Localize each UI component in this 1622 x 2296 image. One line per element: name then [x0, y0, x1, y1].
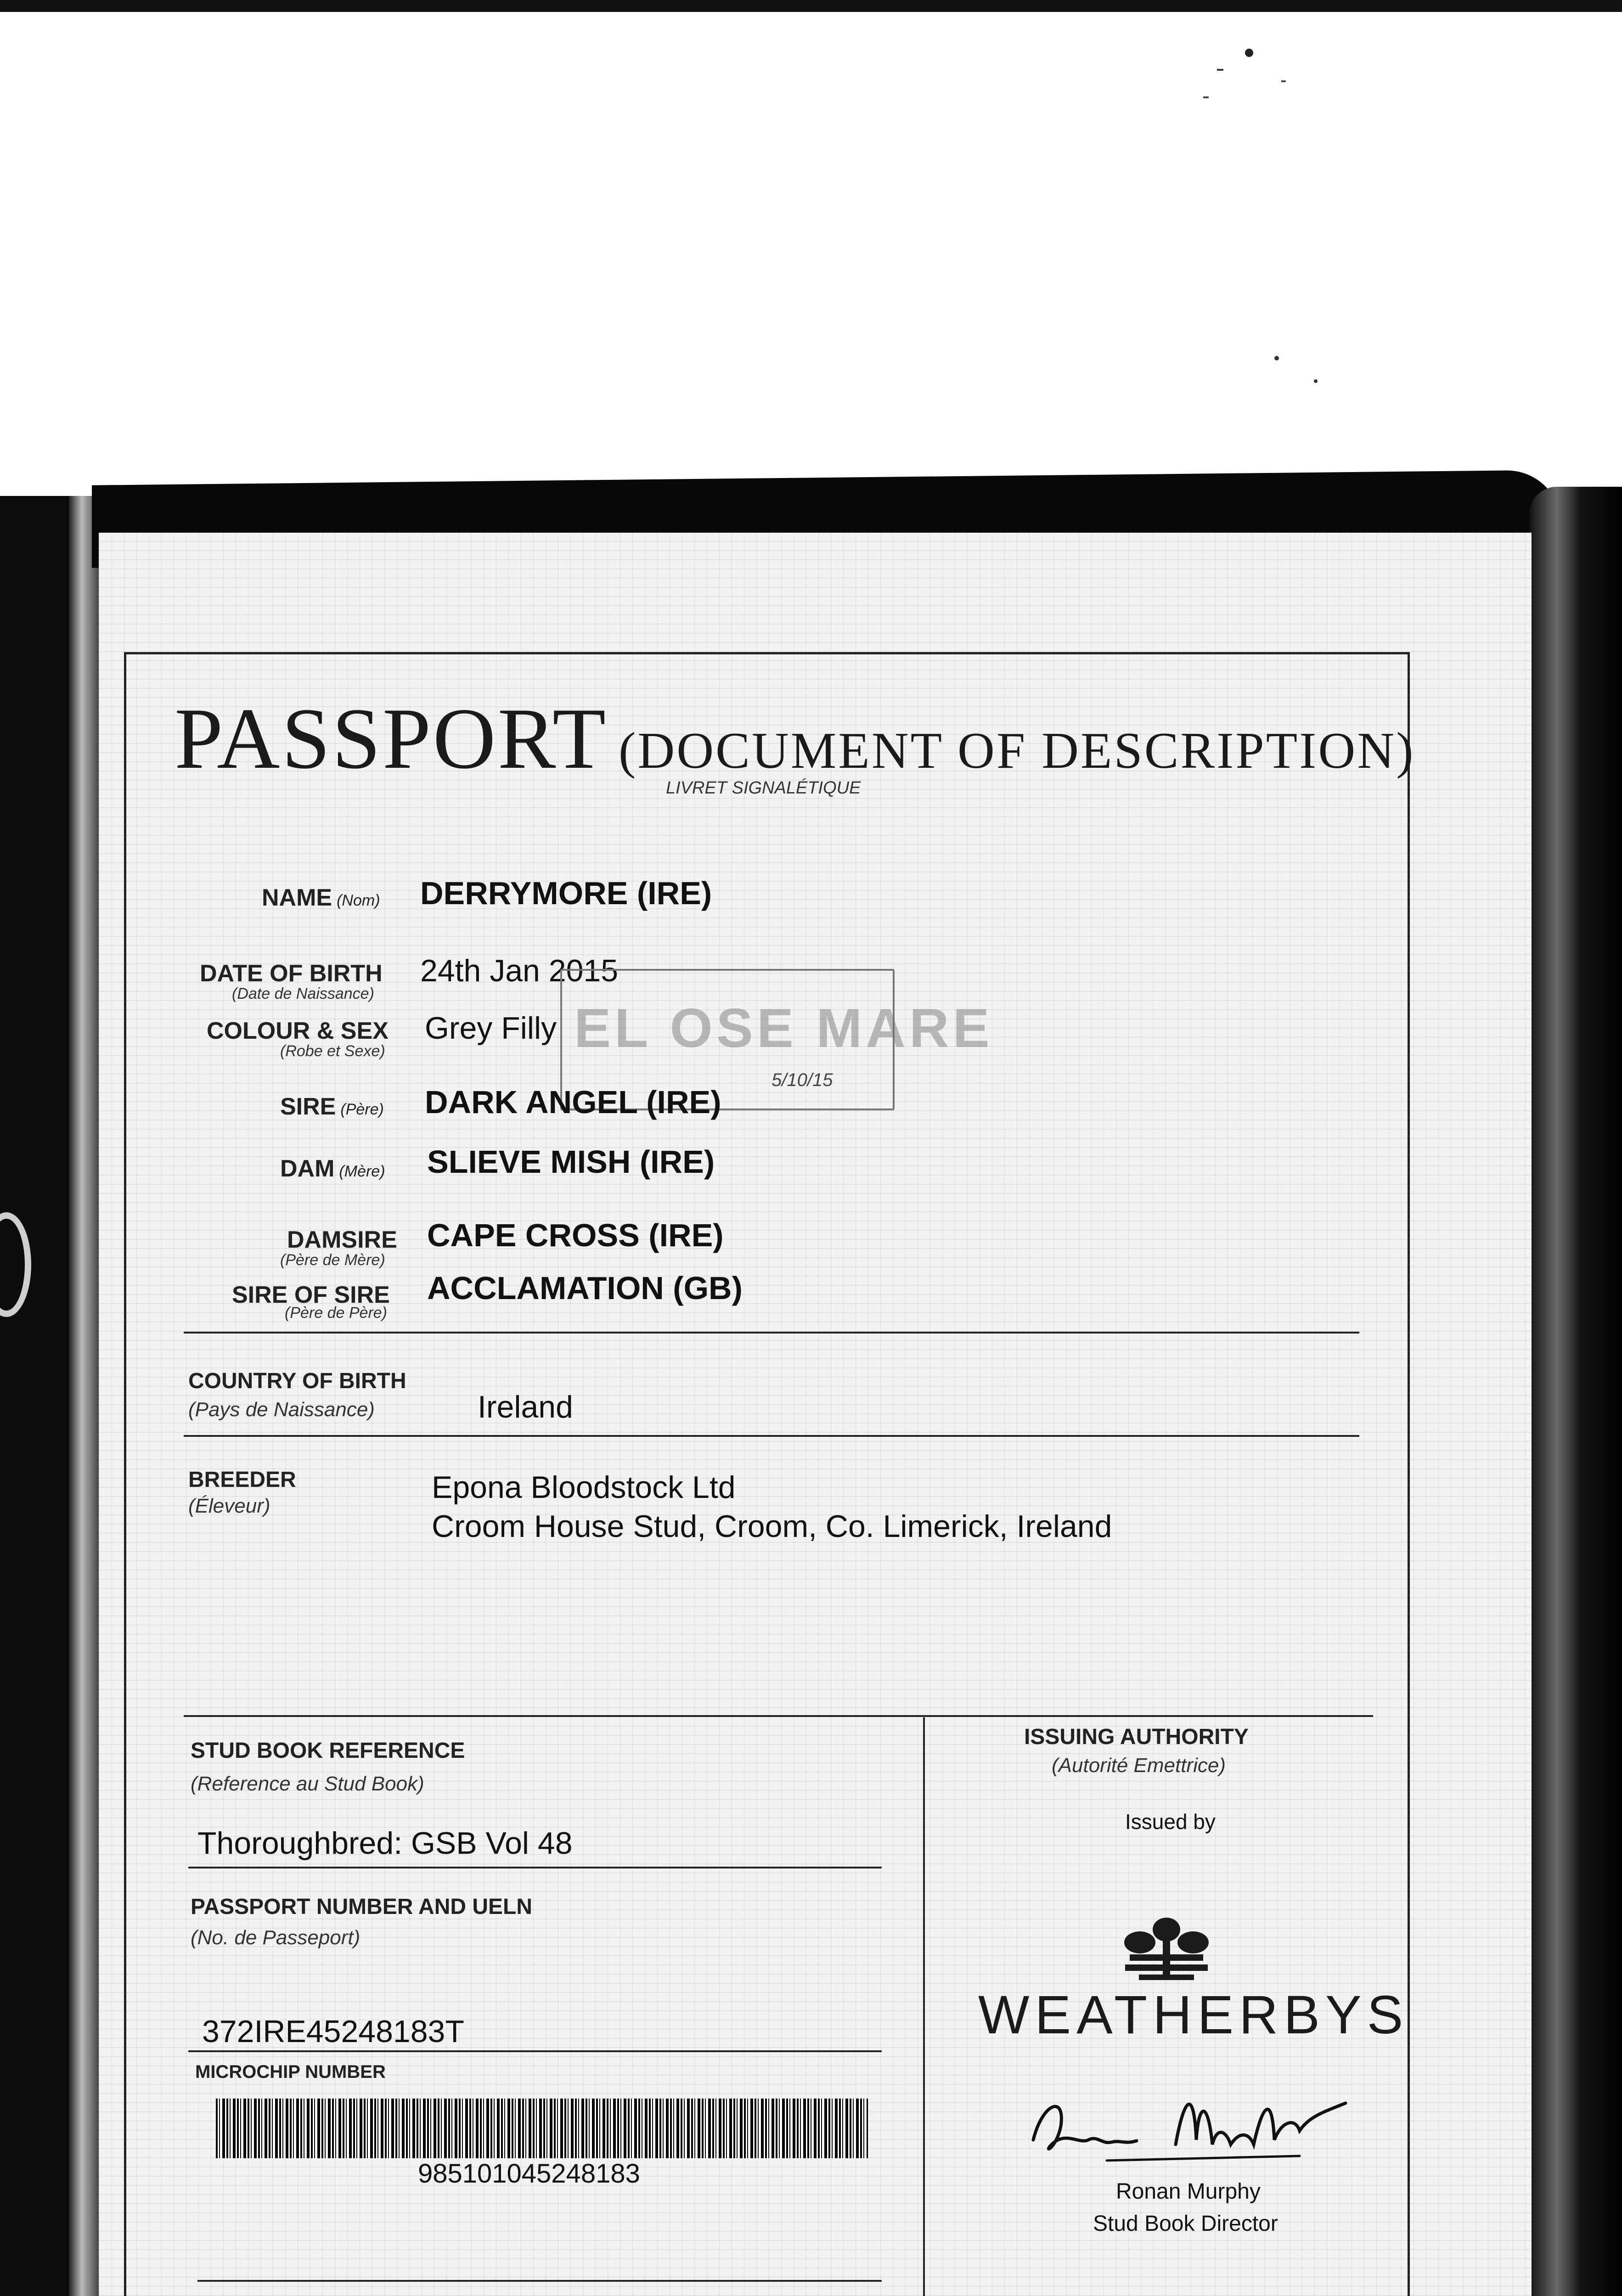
passport-number-label: PASSPORT NUMBER AND UELN	[191, 1895, 533, 1919]
sire-of-sire-label: SIRE OF SIRE	[232, 1282, 390, 1308]
document-subtitle: LIVRET SIGNALÉTIQUE	[666, 778, 861, 798]
document-title	[175, 689, 1415, 789]
stamp-text: EL OSE MARE	[574, 997, 993, 1059]
dob-label: DATE OF BIRTH	[200, 960, 383, 987]
weatherbys-wordmark: WEATHERBYS	[978, 1985, 1409, 2045]
stamp-date: 5/10/15	[772, 1070, 833, 1090]
colour-sex-value: Grey Filly	[425, 1011, 557, 1046]
damsire-label: DAMSIRE	[287, 1227, 397, 1253]
breeder-label-fr: (Éleveur)	[188, 1495, 270, 1517]
binder-right-edge	[1529, 487, 1622, 2296]
passport-number-label-fr: (No. de Passeport)	[191, 1926, 360, 1949]
dob-label-fr: (Date de Naissance)	[232, 985, 374, 1002]
issuing-authority-label: ISSUING AUTHORITY	[1024, 1725, 1249, 1749]
damsire-label-fr: (Père de Mère)	[280, 1251, 385, 1269]
country-label: COUNTRY OF BIRTH	[188, 1369, 406, 1393]
dam-value: SLIEVE MISH (IRE)	[427, 1144, 715, 1180]
sire-of-sire-label-fr: (Père de Père)	[285, 1304, 387, 1322]
stud-book-label: STUD BOOK REFERENCE	[191, 1739, 465, 1763]
director-signature	[1024, 2076, 1373, 2181]
dam-label: DAM (Mère)	[280, 1155, 385, 1182]
divider-stud-book	[188, 1867, 882, 1868]
sire-of-sire-value: ACCLAMATION (GB)	[427, 1270, 743, 1306]
issuing-authority-label-fr: (Autorité Emettrice)	[1052, 1754, 1226, 1777]
breeder-name: Epona Bloodstock Ltd	[432, 1470, 736, 1505]
issued-by-text: Issued by	[1125, 1810, 1216, 1834]
country-label-fr: (Pays de Naissance)	[188, 1398, 375, 1421]
title-main: PASSPORT	[175, 691, 608, 787]
divider-country	[184, 1435, 1359, 1437]
binder-spine	[69, 496, 101, 2296]
divider-breeder	[184, 1715, 1373, 1717]
divider-microchip	[197, 2280, 882, 2282]
breeder-address: Croom House Stud, Croom, Co. Limerick, Ireland	[432, 1509, 1112, 1544]
signatory-title: Stud Book Director	[1093, 2212, 1278, 2236]
sire-label: SIRE (Père)	[280, 1093, 384, 1120]
breeder-label: BREEDER	[188, 1468, 296, 1492]
title-sub: (DOCUMENT OF DESCRIPTION)	[619, 722, 1415, 779]
damsire-value: CAPE CROSS (IRE)	[427, 1217, 724, 1253]
divider-pedigree	[184, 1332, 1359, 1334]
colour-sex-label-fr: (Robe et Sexe)	[280, 1042, 385, 1060]
scan-top-edge	[0, 0, 1622, 12]
microchip-label: MICROCHIP NUMBER	[195, 2062, 386, 2082]
name-value: DERRYMORE (IRE)	[420, 875, 712, 911]
sire-value: DARK ANGEL (IRE)	[425, 1084, 721, 1120]
passport-number-value: 372IRE45248183T	[202, 2014, 464, 2049]
microchip-value: 985101045248183	[418, 2159, 640, 2189]
colour-sex-label: COLOUR & SEX	[207, 1018, 389, 1044]
column-divider	[923, 1717, 925, 2296]
country-value: Ireland	[478, 1390, 573, 1424]
signatory-name: Ronan Murphy	[1116, 2179, 1261, 2204]
stud-book-label-fr: (Reference au Stud Book)	[191, 1773, 424, 1795]
microchip-barcode	[216, 2099, 868, 2158]
stud-book-value: Thoroughbred: GSB Vol 48	[197, 1826, 573, 1861]
name-label: NAME (Nom)	[262, 884, 380, 911]
divider-passport-number	[188, 2050, 882, 2052]
dob-value: 24th Jan 2015	[420, 953, 619, 988]
